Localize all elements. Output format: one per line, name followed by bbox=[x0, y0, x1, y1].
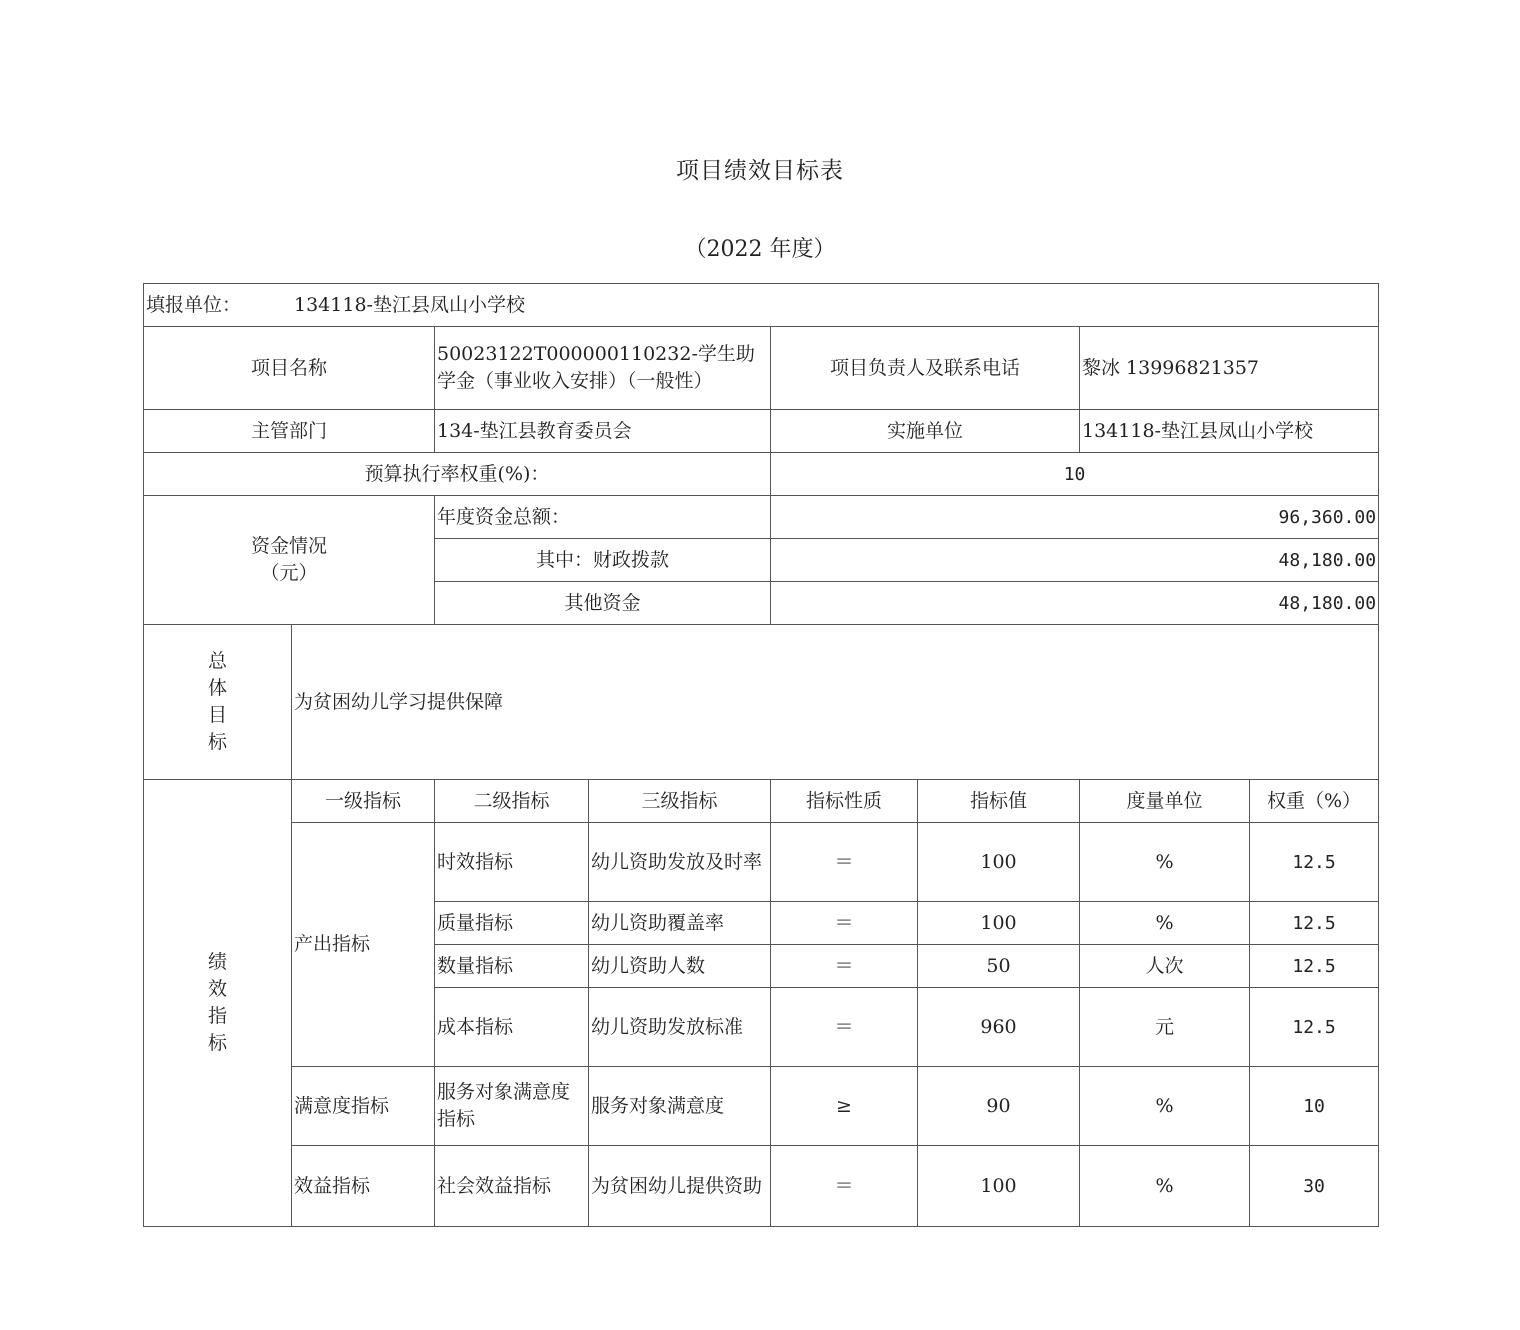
funds-fiscal-label: 其中：财政拨款 bbox=[435, 539, 771, 582]
filing-unit-value: 134118-垫江县凤山小学校 bbox=[294, 293, 525, 316]
department-row bbox=[144, 410, 1379, 453]
group-benefit: 效益指标 bbox=[292, 1146, 435, 1227]
weight-cell: 10 bbox=[1250, 1067, 1379, 1146]
filing-unit-cell bbox=[144, 284, 1379, 327]
value-cell: 90 bbox=[918, 1067, 1080, 1146]
funds-total-value: 96,360.00 bbox=[771, 496, 1379, 539]
budget-rate-row bbox=[144, 453, 1379, 496]
overall-goal-row bbox=[144, 625, 1379, 780]
table-row bbox=[144, 823, 1379, 902]
nature-cell: ＝ bbox=[771, 988, 918, 1067]
funds-other-label: 其他资金 bbox=[435, 582, 771, 625]
header-level3: 三级指标 bbox=[589, 780, 771, 823]
department-label: 主管部门 bbox=[144, 410, 435, 453]
goal-char: 体 bbox=[207, 677, 227, 699]
filing-unit-row bbox=[144, 284, 1379, 327]
nature-cell: ＝ bbox=[771, 823, 918, 902]
header-level1: 一级指标 bbox=[292, 780, 435, 823]
table-row bbox=[144, 1067, 1379, 1146]
implementing-unit-label: 实施单位 bbox=[771, 410, 1080, 453]
unit-cell: 元 bbox=[1080, 988, 1250, 1067]
nature-cell: ＝ bbox=[771, 1146, 918, 1227]
level2-cell: 服务对象满意度指标 bbox=[435, 1067, 589, 1146]
perf-char: 效 bbox=[207, 978, 227, 1000]
perf-char: 绩 bbox=[207, 951, 227, 973]
filing-unit-label: 填报单位： bbox=[146, 293, 242, 316]
funds-label-cell bbox=[144, 496, 435, 625]
goal-char: 标 bbox=[207, 731, 227, 753]
value-cell: 100 bbox=[918, 823, 1080, 902]
overall-goal-label bbox=[144, 625, 292, 780]
performance-table bbox=[143, 283, 1379, 1227]
level3-cell: 幼儿资助发放标准 bbox=[589, 988, 771, 1067]
level3-cell: 幼儿资助覆盖率 bbox=[589, 902, 771, 945]
value-cell: 50 bbox=[918, 945, 1080, 988]
nature-cell: ≥ bbox=[771, 1067, 918, 1146]
contact-value: 黎冰 13996821357 bbox=[1080, 327, 1379, 410]
weight-cell: 12.5 bbox=[1250, 902, 1379, 945]
level2-cell: 质量指标 bbox=[435, 902, 589, 945]
page-title: 项目绩效目标表 bbox=[676, 158, 844, 184]
value-cell: 960 bbox=[918, 988, 1080, 1067]
header-value: 指标值 bbox=[918, 780, 1080, 823]
unit-cell: 人次 bbox=[1080, 945, 1250, 988]
contact-label: 项目负责人及联系电话 bbox=[771, 327, 1080, 410]
page-subtitle: （2022 年度） bbox=[684, 237, 836, 262]
weight-cell: 30 bbox=[1250, 1146, 1379, 1227]
funds-total-row bbox=[144, 496, 1379, 539]
header-level2: 二级指标 bbox=[435, 780, 589, 823]
goal-char: 目 bbox=[207, 704, 227, 726]
unit-cell: % bbox=[1080, 1067, 1250, 1146]
weight-cell: 12.5 bbox=[1250, 823, 1379, 902]
level3-cell: 幼儿资助发放及时率 bbox=[589, 823, 771, 902]
unit-cell: % bbox=[1080, 902, 1250, 945]
header-unit: 度量单位 bbox=[1080, 780, 1250, 823]
department-value: 134-垫江县教育委员会 bbox=[435, 410, 771, 453]
level3-cell: 服务对象满意度 bbox=[589, 1067, 771, 1146]
group-satisfaction: 满意度指标 bbox=[292, 1067, 435, 1146]
goal-char: 总 bbox=[207, 650, 227, 672]
value-cell: 100 bbox=[918, 1146, 1080, 1227]
project-name-value: 50023122T000000110232-学生助学金（事业收入安排）（一般性） bbox=[435, 327, 771, 410]
perf-char: 标 bbox=[207, 1032, 227, 1054]
level2-cell: 社会效益指标 bbox=[435, 1146, 589, 1227]
funds-other-value: 48,180.00 bbox=[771, 582, 1379, 625]
perf-char: 指 bbox=[207, 1005, 227, 1027]
header-weight: 权重（%） bbox=[1250, 780, 1379, 823]
project-name-row bbox=[144, 327, 1379, 410]
funds-label: 资金情况 bbox=[250, 535, 327, 557]
budget-rate-label: 预算执行率权重(%)： bbox=[144, 453, 771, 496]
unit-cell: % bbox=[1080, 1146, 1250, 1227]
nature-cell: ＝ bbox=[771, 945, 918, 988]
level3-cell: 为贫困幼儿提供资助 bbox=[589, 1146, 771, 1227]
performance-indicator-label bbox=[144, 780, 292, 1227]
group-output: 产出指标 bbox=[292, 823, 435, 1067]
project-name-label: 项目名称 bbox=[144, 327, 435, 410]
budget-rate-value: 10 bbox=[771, 453, 1379, 496]
implementing-unit-value: 134118-垫江县凤山小学校 bbox=[1080, 410, 1379, 453]
level2-cell: 时效指标 bbox=[435, 823, 589, 902]
unit-cell: % bbox=[1080, 823, 1250, 902]
level3-cell: 幼儿资助人数 bbox=[589, 945, 771, 988]
weight-cell: 12.5 bbox=[1250, 988, 1379, 1067]
funds-unit: （元） bbox=[260, 562, 318, 584]
funds-fiscal-value: 48,180.00 bbox=[771, 539, 1379, 582]
table-row bbox=[144, 1146, 1379, 1227]
level2-cell: 数量指标 bbox=[435, 945, 589, 988]
weight-cell: 12.5 bbox=[1250, 945, 1379, 988]
nature-cell: ＝ bbox=[771, 902, 918, 945]
indicator-header-row bbox=[144, 780, 1379, 823]
overall-goal-value: 为贫困幼儿学习提供保障 bbox=[292, 625, 1379, 780]
level2-cell: 成本指标 bbox=[435, 988, 589, 1067]
value-cell: 100 bbox=[918, 902, 1080, 945]
funds-total-label: 年度资金总额： bbox=[435, 496, 771, 539]
header-nature: 指标性质 bbox=[771, 780, 918, 823]
